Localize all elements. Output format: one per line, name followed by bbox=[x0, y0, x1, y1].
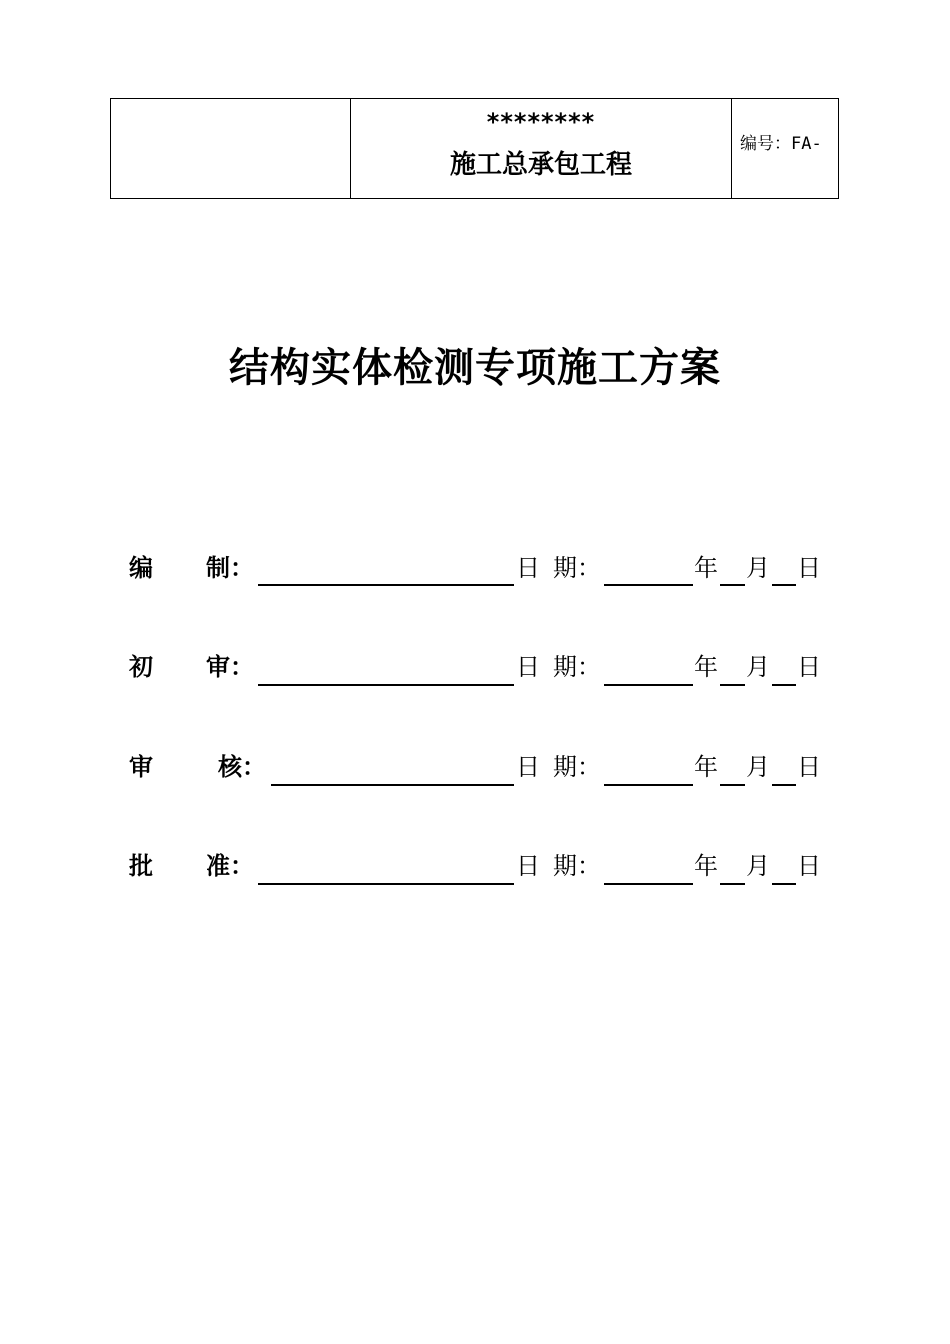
day-blank[interactable] bbox=[772, 784, 796, 786]
role-char-2: 审 bbox=[206, 653, 230, 681]
year-label: 年 bbox=[694, 653, 718, 681]
role-char-1: 批 bbox=[129, 852, 153, 880]
year-label: 年 bbox=[694, 753, 718, 781]
signoff-row-approval bbox=[0, 846, 950, 886]
signoff-row-compiler bbox=[0, 548, 950, 588]
year-blank[interactable] bbox=[604, 584, 693, 586]
month-label: 月 bbox=[746, 852, 770, 880]
month-blank[interactable] bbox=[720, 784, 745, 786]
signature-line[interactable] bbox=[258, 584, 514, 586]
project-code: ******** bbox=[486, 107, 596, 136]
date-label-char-1: 日 bbox=[516, 653, 540, 681]
day-label: 日 bbox=[797, 554, 821, 582]
signoff-row-preliminary-review bbox=[0, 647, 950, 687]
year-label: 年 bbox=[694, 554, 718, 582]
day-blank[interactable] bbox=[772, 684, 796, 686]
date-label-char-2: 期： bbox=[553, 753, 601, 781]
date-label-char-2: 期： bbox=[553, 554, 601, 582]
project-name: 施工总承包工程 bbox=[449, 149, 632, 180]
signature-line[interactable] bbox=[271, 784, 514, 786]
signature-line[interactable] bbox=[258, 883, 514, 885]
role-char-1: 编 bbox=[129, 554, 153, 582]
header-number-cell bbox=[732, 99, 839, 199]
month-label: 月 bbox=[746, 554, 770, 582]
role-colon: ： bbox=[242, 753, 266, 781]
month-blank[interactable] bbox=[720, 584, 745, 586]
month-label: 月 bbox=[746, 653, 770, 681]
month-blank[interactable] bbox=[720, 883, 745, 885]
role-char-2: 核 bbox=[218, 753, 242, 781]
year-blank[interactable] bbox=[604, 883, 693, 885]
day-label: 日 bbox=[797, 653, 821, 681]
date-label-char-1: 日 bbox=[516, 753, 540, 781]
signature-line[interactable] bbox=[258, 684, 514, 686]
document-title: 结构实体检测专项施工方案 bbox=[229, 345, 721, 391]
role-char-2: 准 bbox=[206, 852, 230, 880]
signoff-row-review bbox=[0, 747, 950, 787]
date-label-char-1: 日 bbox=[516, 554, 540, 582]
header-project-cell bbox=[351, 99, 732, 199]
year-label: 年 bbox=[694, 852, 718, 880]
day-blank[interactable] bbox=[772, 584, 796, 586]
role-colon: ： bbox=[230, 852, 254, 880]
role-colon: ： bbox=[230, 653, 254, 681]
day-label: 日 bbox=[797, 852, 821, 880]
role-char-2: 制 bbox=[206, 554, 230, 582]
doc-number-label: 编号：FA- bbox=[740, 134, 822, 154]
date-label-char-1: 日 bbox=[516, 852, 540, 880]
date-label-char-2: 期： bbox=[553, 852, 601, 880]
date-label-char-2: 期： bbox=[553, 653, 601, 681]
role-char-1: 审 bbox=[129, 753, 153, 781]
year-blank[interactable] bbox=[604, 684, 693, 686]
year-blank[interactable] bbox=[604, 784, 693, 786]
day-blank[interactable] bbox=[772, 883, 796, 885]
role-char-1: 初 bbox=[129, 653, 153, 681]
month-label: 月 bbox=[746, 753, 770, 781]
month-blank[interactable] bbox=[720, 684, 745, 686]
day-label: 日 bbox=[797, 753, 821, 781]
header-table bbox=[110, 98, 839, 199]
role-colon: ： bbox=[230, 554, 254, 582]
header-left-cell bbox=[111, 99, 351, 199]
